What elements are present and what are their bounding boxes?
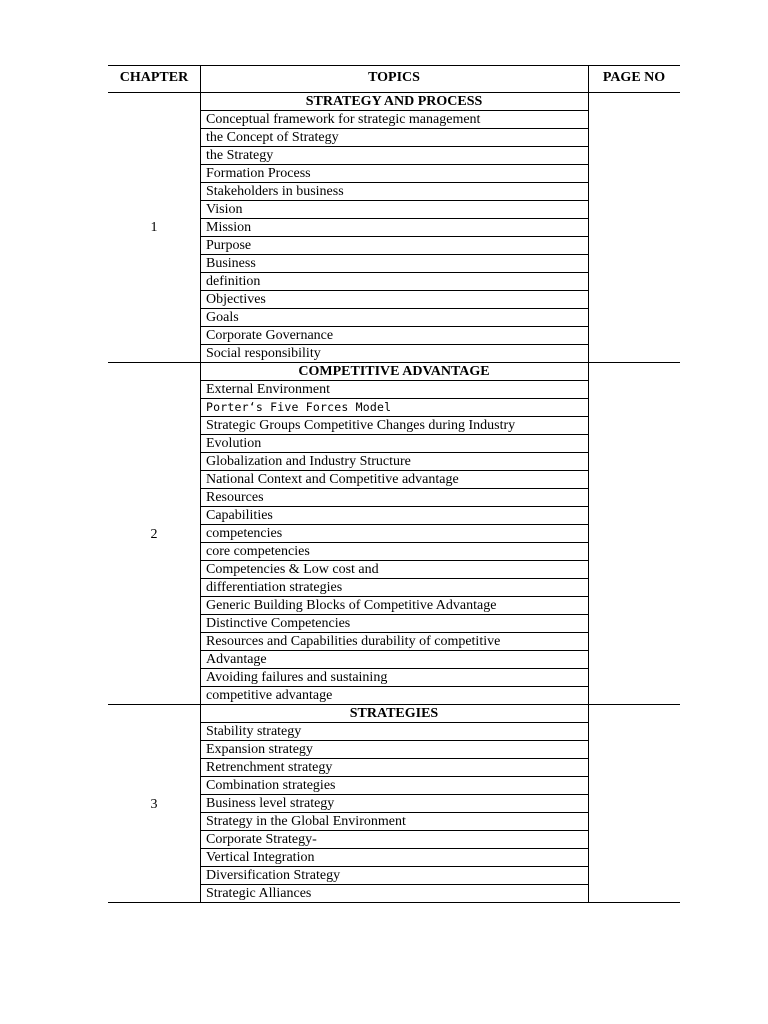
topic-item: Conceptual framework for strategic management — [200, 111, 588, 129]
topic-item: differentiation strategies — [200, 579, 588, 597]
column-divider-right — [588, 65, 589, 903]
topic-item: Expansion strategy — [200, 741, 588, 759]
topic-item: Capabilities — [200, 507, 588, 525]
topic-item: Strategy in the Global Environment — [200, 813, 588, 831]
topic-item: Stability strategy — [200, 723, 588, 741]
topic-item: Strategic Groups Competitive Changes during Industry — [200, 417, 588, 435]
topics-cell — [200, 93, 588, 362]
chapter-row — [108, 704, 680, 902]
topic-item: Stakeholders in business — [200, 183, 588, 201]
topic-item: the Concept of Strategy — [200, 129, 588, 147]
table-bottom-border — [108, 902, 680, 903]
chapter-number: 2 — [150, 526, 158, 542]
topic-item: Retrenchment strategy — [200, 759, 588, 777]
topic-item: Strategic Alliances — [206, 886, 312, 901]
chapter-number: 3 — [150, 796, 158, 812]
chapter-number: 1 — [150, 220, 158, 235]
topic-item: Distinctive Competencies — [200, 615, 588, 633]
topic-item: the Strategy — [200, 147, 588, 165]
topic-item: Business level strategy — [200, 795, 588, 813]
column-divider-left — [200, 65, 201, 903]
topic-item: Generic Building Blocks of Competitive Advantage — [200, 597, 588, 615]
topic-item: Diversification Strategy — [200, 867, 588, 885]
chapter-row — [108, 93, 680, 362]
topic-item: Porter‘s Five Forces Model — [200, 399, 588, 417]
topic-item: Purpose — [200, 237, 588, 255]
chapters-body — [108, 93, 680, 902]
topic-item: definition — [200, 273, 588, 291]
topic-item: core competencies — [200, 543, 588, 561]
topic-item: Corporate Governance — [200, 327, 588, 345]
topic-item: Evolution — [200, 435, 588, 453]
topic-item: competitive advantage — [206, 688, 333, 703]
topic-item: External Environment — [200, 381, 588, 399]
page-no-column-header: PAGE NO — [602, 70, 666, 85]
topic-item: Competencies & Low cost and — [200, 561, 588, 579]
table-header — [108, 65, 680, 93]
section-title: STRATEGY AND PROCESS — [200, 93, 588, 111]
topics-cell — [200, 363, 588, 704]
section-title: STRATEGIES — [200, 705, 588, 723]
topic-item: Mission — [200, 219, 588, 237]
topic-item: Objectives — [200, 291, 588, 309]
topic-item: Vision — [200, 201, 588, 219]
topic-item: National Context and Competitive advantage — [200, 471, 588, 489]
topic-item: Corporate Strategy- — [200, 831, 588, 849]
topic-item: competencies — [200, 525, 588, 543]
topic-item: Avoiding failures and sustaining — [200, 669, 588, 687]
topic-item: Vertical Integration — [200, 849, 588, 867]
topic-item: Advantage — [200, 651, 588, 669]
topic-item: Formation Process — [200, 165, 588, 183]
table-of-contents — [108, 65, 680, 903]
topic-item: Resources — [200, 489, 588, 507]
topics-cell — [200, 705, 588, 902]
section-title: COMPETITIVE ADVANTAGE — [200, 363, 588, 381]
topics-column-header: TOPICS — [368, 70, 420, 85]
topic-item: Combination strategies — [200, 777, 588, 795]
topic-item: Goals — [200, 309, 588, 327]
topic-item: Business — [200, 255, 588, 273]
chapter-row — [108, 362, 680, 704]
topic-item: Globalization and Industry Structure — [200, 453, 588, 471]
topic-item: Resources and Capabilities durability of competitive — [200, 633, 588, 651]
topic-item: Social responsibility — [206, 346, 321, 361]
chapter-column-header: CHAPTER — [119, 70, 189, 85]
